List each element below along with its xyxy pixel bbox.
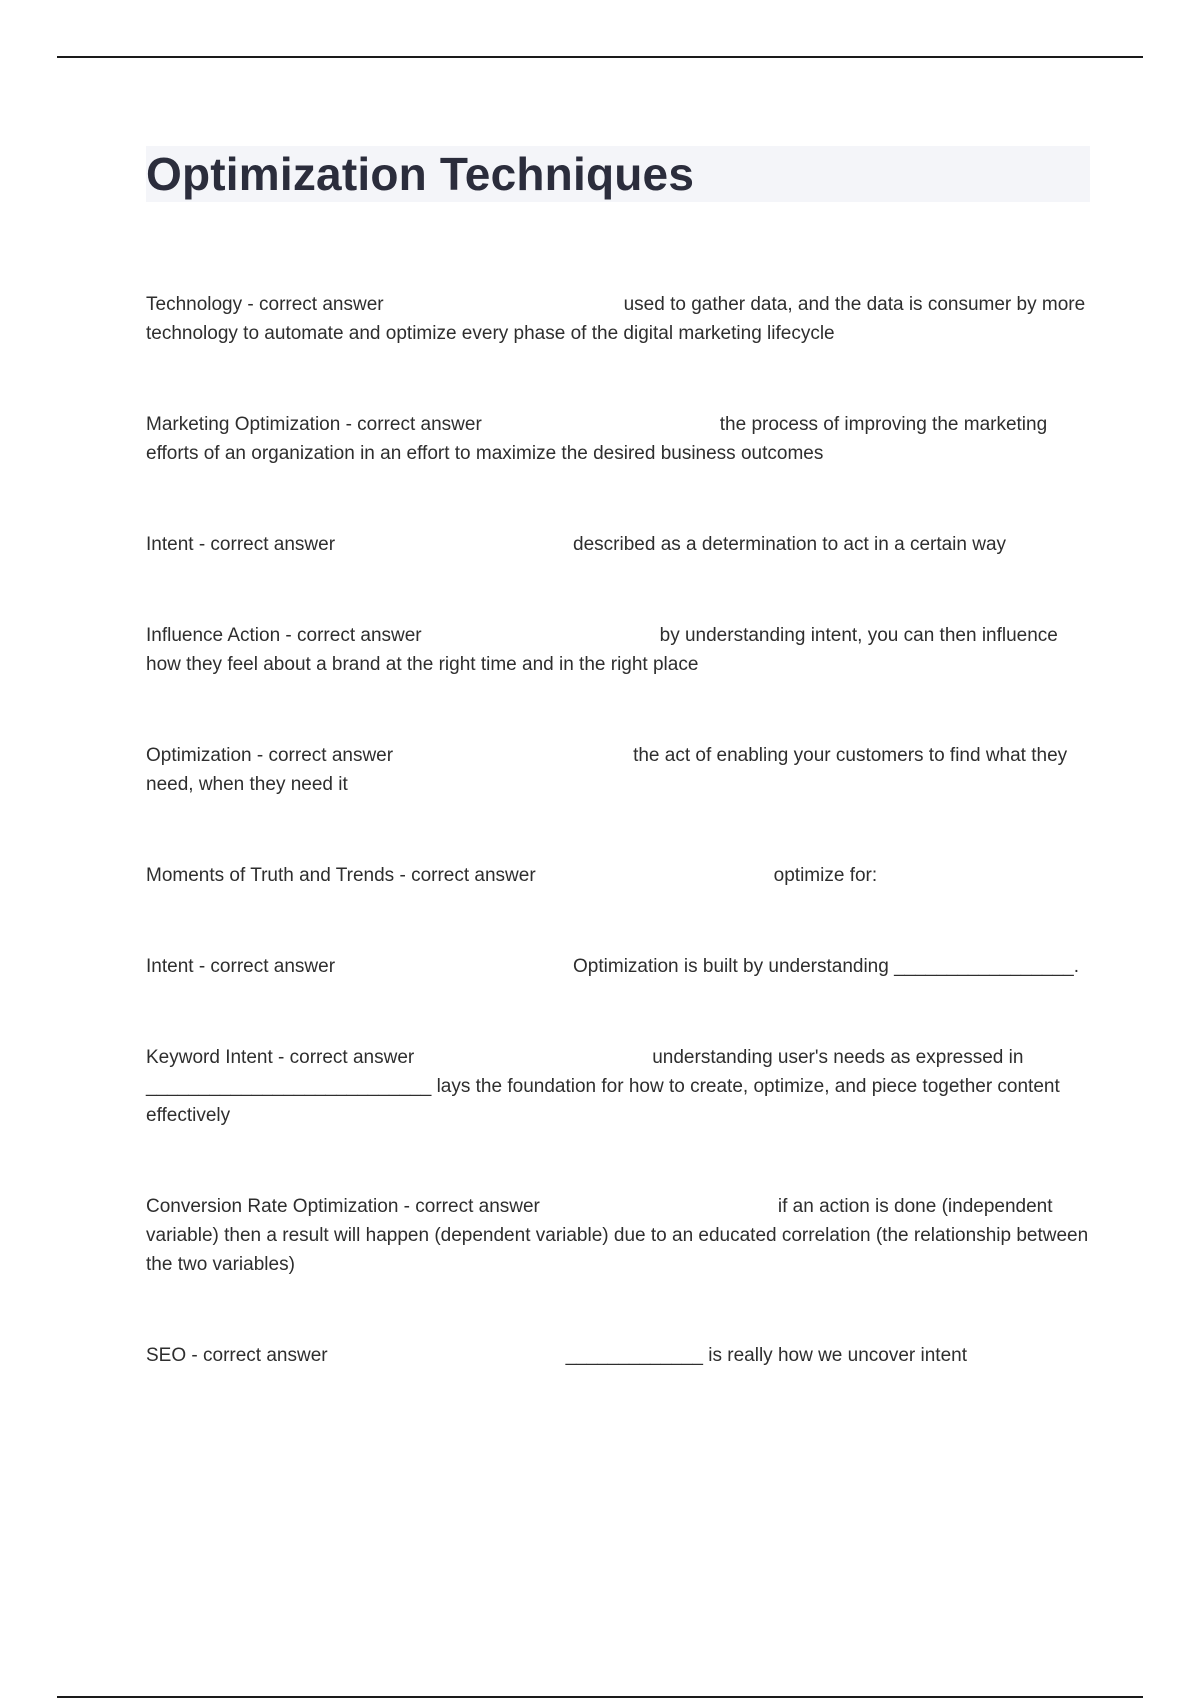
- entry-term: Technology - correct answer: [146, 294, 384, 315]
- entry-definition: by understanding intent, you can then influence how they feel about a brand at the right time and in the right place: [146, 625, 1058, 675]
- entry-term: Conversion Rate Optimization - correct answer: [146, 1196, 540, 1217]
- entry-term: Keyword Intent - correct answer: [146, 1047, 415, 1068]
- entry-term: Influence Action - correct answer: [146, 625, 422, 646]
- entry-definition: optimize for:: [773, 865, 878, 886]
- bottom-rule: [57, 1696, 1143, 1698]
- flashcard-list: [146, 290, 1090, 1370]
- flashcard-entry: [146, 1341, 1090, 1370]
- entry-definition: the act of enabling your customers to find what they need, when they need it: [146, 745, 1068, 795]
- flashcard-entry: [146, 861, 1090, 890]
- entry-definition: described as a determination to act in a certain way: [573, 534, 1007, 555]
- page-title: Optimization Techniques: [146, 148, 695, 200]
- entry-term: Intent - correct answer: [146, 534, 336, 555]
- flashcard-entry: [146, 410, 1090, 468]
- flashcard-entry: [146, 621, 1090, 679]
- flashcard-entry: [146, 530, 1090, 559]
- entry-term: Intent - correct answer: [146, 956, 336, 977]
- entry-definition: the process of improving the marketing efforts of an organization in an effort to maximize the desired business outcomes: [146, 414, 1048, 464]
- entry-definition: _____________ is really how we uncover intent: [565, 1345, 967, 1366]
- entry-term: Marketing Optimization - correct answer: [146, 414, 482, 435]
- flashcard-entry: [146, 290, 1090, 348]
- flashcard-entry: [146, 1192, 1090, 1279]
- entry-definition: if an action is done (independent variable) then a result will happen (dependent variable) due to an educated correlation (the relationship between the two variables): [146, 1196, 1089, 1275]
- entry-definition: understanding user's needs as expressed in ___________________________ lays the foundation for how to create, optimize, and piece together content effectively: [146, 1047, 1060, 1126]
- entry-term: Optimization - correct answer: [146, 745, 394, 766]
- entry-definition: Optimization is built by understanding _________________.: [573, 956, 1080, 977]
- entry-term: SEO - correct answer: [146, 1345, 328, 1366]
- entry-definition: used to gather data, and the data is consumer by more technology to automate and optimize every phase of the digital marketing lifecycle: [146, 294, 1086, 344]
- flashcard-entry: [146, 1043, 1090, 1130]
- flashcard-entry: [146, 741, 1090, 799]
- entry-term: Moments of Truth and Trends - correct answer: [146, 865, 536, 886]
- top-rule: [57, 56, 1143, 58]
- flashcard-entry: [146, 952, 1090, 981]
